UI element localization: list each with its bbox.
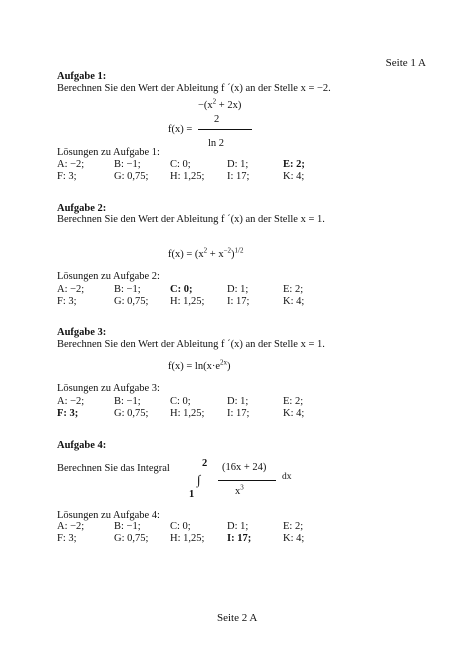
task3-options (57, 396, 457, 420)
solution-option: H: 1,25; (170, 533, 205, 544)
options-row (57, 396, 457, 408)
solution-option: A: −2; (57, 159, 85, 170)
task3-prompt: Berechnen Sie den Wert der Ableitung f ´(x) an der Stelle x = 1. (57, 339, 325, 350)
options-row (57, 296, 457, 308)
solution-option: K: 4; (283, 296, 305, 307)
solution-option: G: 0,75; (114, 296, 149, 307)
task2-prompt: Berechnen Sie den Wert der Ableitung f ´(x) an der Stelle x = 1. (57, 214, 325, 225)
task2-options (57, 284, 457, 308)
solution-option: F: 3; (57, 296, 77, 307)
options-row (57, 284, 457, 296)
solution-option: G: 0,75; (114, 533, 149, 544)
solution-option: D: 1; (227, 521, 249, 532)
options-row (57, 159, 457, 171)
task1-prompt: Berechnen Sie den Wert der Ableitung f ´(x) an der Stelle x = −2. (57, 83, 331, 94)
solution-option: H: 1,25; (170, 171, 205, 182)
solution-option: B: −1; (114, 396, 141, 407)
solution-option: C: 0; (170, 284, 193, 295)
options-row (57, 521, 457, 533)
solution-option: K: 4; (283, 171, 305, 182)
solution-option: F: 3; (57, 408, 79, 419)
solution-option: C: 0; (170, 396, 191, 407)
solution-option: I: 17; (227, 408, 250, 419)
solution-option: D: 1; (227, 159, 249, 170)
solution-option: K: 4; (283, 533, 305, 544)
solution-option: A: −2; (57, 396, 85, 407)
options-row (57, 408, 457, 420)
solution-option: E: 2; (283, 284, 304, 295)
solution-option: C: 0; (170, 159, 191, 170)
task1-formula: $-(x^2 + 2x)$ 2 f(x) = ln 2 (168, 100, 288, 150)
solution-option: G: 0,75; (114, 408, 149, 419)
solution-option: G: 0,75; (114, 171, 149, 182)
task4-solutions-label: Lösungen zu Aufgabe 4: (57, 510, 160, 521)
integral-lower-limit: 1 (189, 489, 195, 500)
task3-solutions-label: Lösungen zu Aufgabe 3: (57, 383, 160, 394)
solution-option: F: 3; (57, 533, 77, 544)
solution-option: F: 3; (57, 171, 77, 182)
task4-formula: 2 ∫ 1 (16x + 24) $x^3$ dx (189, 458, 292, 500)
solution-option: A: −2; (57, 521, 85, 532)
page-footer: Seite 2 A (217, 612, 258, 624)
solution-option: D: 1; (227, 284, 249, 295)
task4-prompt: Berechnen Sie das Integral (57, 463, 170, 474)
solution-option: B: −1; (114, 159, 141, 170)
solution-option: H: 1,25; (170, 296, 205, 307)
solution-option: B: −1; (114, 284, 141, 295)
task3-heading: Aufgabe 3: (57, 327, 107, 338)
solution-option: I: 17; (227, 171, 250, 182)
solution-option: K: 4; (283, 408, 305, 419)
solution-option: I: 17; (227, 296, 250, 307)
integral-upper-limit: 2 (202, 458, 208, 469)
task1-heading: Aufgabe 1: (57, 71, 107, 82)
task4-options (57, 521, 457, 545)
task1-options (57, 159, 457, 183)
solution-option: H: 1,25; (170, 408, 205, 419)
solution-option: E: 2; (283, 396, 304, 407)
solution-option: A: −2; (57, 284, 85, 295)
solution-option: E: 2; (283, 159, 305, 170)
task2-heading: Aufgabe 2: (57, 203, 107, 214)
task2-solutions-label: Lösungen zu Aufgabe 2: (57, 271, 160, 282)
solution-option: D: 1; (227, 396, 249, 407)
solution-option: I: 17; (227, 533, 252, 544)
task4-heading: Aufgabe 4: (57, 440, 107, 451)
task1-solutions-label: Lösungen zu Aufgabe 1: (57, 147, 160, 158)
solution-option: B: −1; (114, 521, 141, 532)
task2-formula: $f(x) = (x^2 + x^{-2})^{1/2}$ (168, 246, 244, 260)
page-header: Seite 1 A (385, 57, 426, 69)
options-row (57, 171, 457, 183)
options-row (57, 533, 457, 545)
solution-option: C: 0; (170, 521, 191, 532)
task3-formula: $f(x) = \ln(x\cdot e^{2x})$ (168, 358, 231, 372)
solution-option: E: 2; (283, 521, 304, 532)
integral-sign: ∫ (197, 472, 201, 487)
